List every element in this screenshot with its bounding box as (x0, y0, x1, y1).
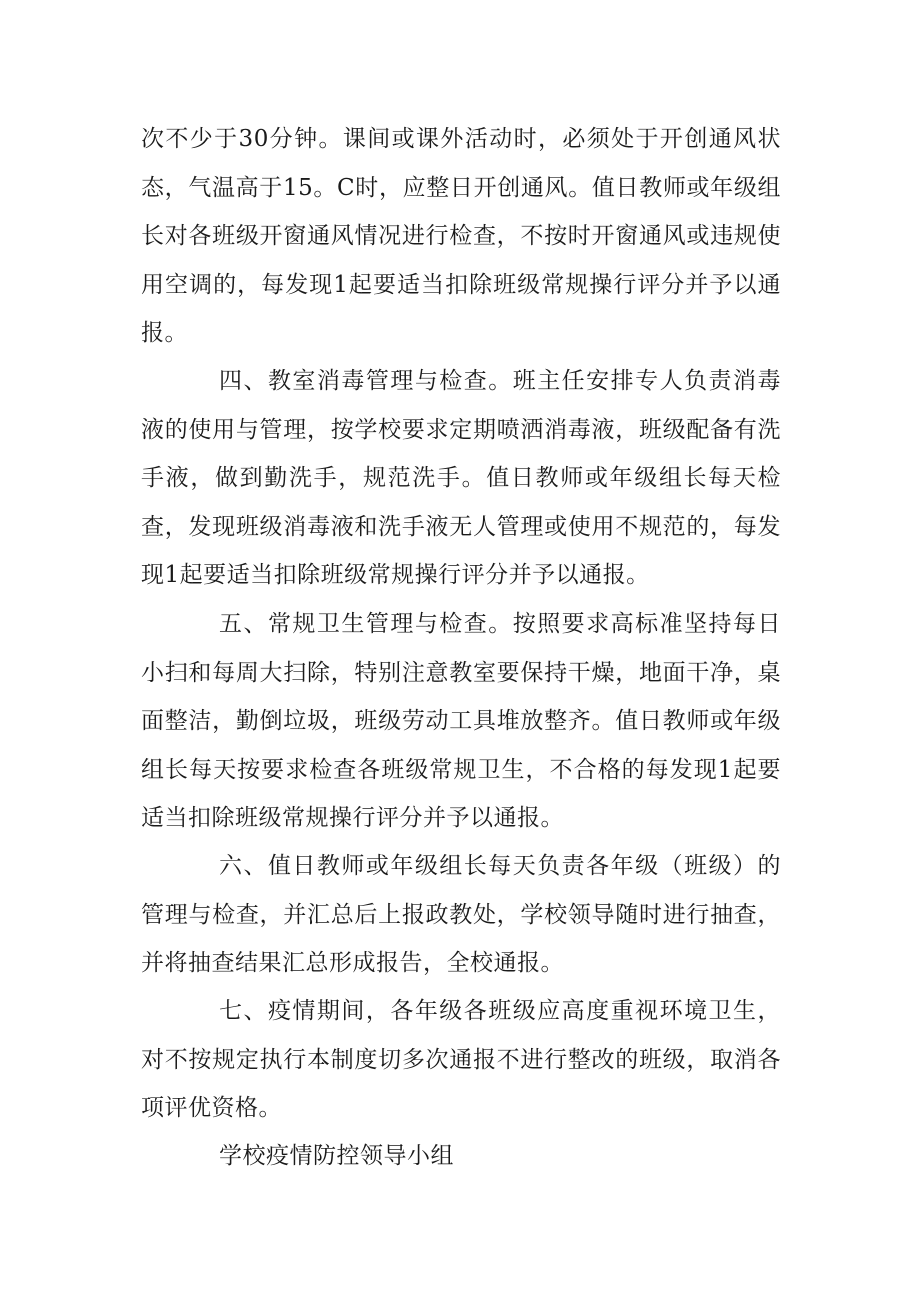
paragraph-ventilation-continued: 次不少于30分钟。课间或课外活动时，必须处于开创通风状态，气温高于15。C时，应整日开创通风。值日教师或年级组长对各班级开窗通风情况进行检查，不按时开窗通风或违规使用空调的，每发现1起要适当扣除班级常规操行评分并予以通报。 (141, 126, 781, 346)
paragraph-duty-inspection: 六、值日教师或年级组长每天负责各年级（班级）的管理与检查，并汇总后上报政教处，学校领导随时进行抽查，并将抽查结果汇总形成报告，全校通报。 (141, 853, 781, 976)
paragraph-epidemic-period: 七、疫情期间，各年级各班级应高度重视环境卫生，对不按规定执行本制度切多次通报不进行整改的班级，取消各项评优资格。 (141, 998, 781, 1121)
paragraph-routine-hygiene: 五、常规卫生管理与检查。按照要求高标准坚持每日小扫和每周大扫除，特别注意教室要保持干燥，地面干净，桌面整洁，勤倒垃圾，班级劳动工具堆放整齐。值日教师或年级组长每天按要求检查各班级常规卫生，不合格的每发现1起要适当扣除班级常规操行评分并予以通报。 (141, 611, 781, 831)
signature-line: 学校疫情防控领导小组 (219, 1143, 454, 1169)
paragraph-disinfection: 四、教室消毒管理与检查。班主任安排专人负责消毒液的使用与管理，按学校要求定期喷洒消毒液，班级配备有洗手液，做到勤洗手，规范洗手。值日教师或年级组长每天检查，发现班级消毒液和洗手液无人管理或使用不规范的，每发现1起要适当扣除班级常规操行评分并予以通报。 (141, 368, 781, 588)
